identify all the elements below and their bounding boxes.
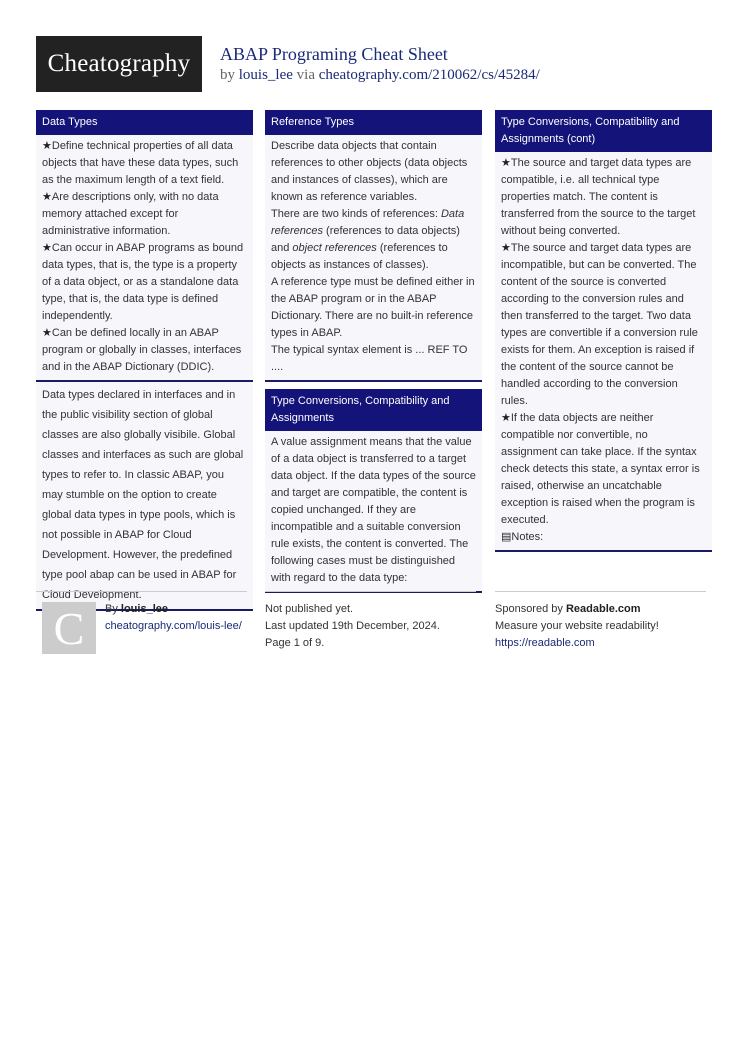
list-item: ★If the data objects are neither compatible nor convertible, no assignment can take place. If the syntax check detects this state, a syntax error is raised, otherwise an uncatchable exception is raised when the program is executed. [501,412,700,526]
list-item: ★The source and target data types are incompatible, but can be converted. The content of the source is converted according to the conversion rules and then transferred to the target. Two data types are convertible if a conversion rule exists for them. An exception is raised if the content of the source cannot be handled according to the conversion rules. [501,242,698,407]
list-item: ★Can occur in ABAP programs as bound data types, that is, the type is a property of a data object, or as a standalone data type, that is, the data type is defined independently. [42,242,244,322]
data-types-section [36,110,253,611]
page-footer [36,591,716,661]
star-icon: ★ [501,157,511,169]
column-3 [495,110,712,559]
star-icon: ★ [501,242,511,254]
last-updated: Last updated 19th December, 2024. [265,620,440,632]
sheet-url-link[interactable]: cheatography.com/210062/cs/45284/ [318,67,540,83]
star-icon: ★ [42,242,52,254]
section-body [265,431,482,591]
footer-author [36,591,247,654]
star-icon: ★ [501,412,511,424]
section-body [495,152,712,550]
page-title: ABAP Programing Cheat Sheet [220,44,448,64]
title-block [220,44,540,85]
data-types-note [36,380,253,609]
section-title: Reference Types [265,110,482,135]
type-conversions-cont-section [495,110,712,552]
note-text: Data types declared in interfaces and in the public visibility section of global classes are also globally visibile. Global classes and interfaces as such are global types to refer to. In classic ABAP, you may stumble on the option to create global data types in type pools, which is not possible in ABAP for Cloud Development. However, the predefined type pool abap can be used in ABAP for Cloud Development. [42,389,244,601]
cheatography-logo[interactable]: Cheatography [36,36,202,92]
list-item: ★Can be defined locally in an ABAP program or globally in classes, interfaces and in the ABAP Dictionary (DDIC). [42,327,242,373]
author-profile-link[interactable]: cheatography.com/louis-lee/ [105,620,242,632]
footer-sponsor [495,591,706,652]
sponsor-link[interactable]: https://readable.com [495,637,595,649]
author-link[interactable]: louis_lee [238,67,293,83]
section-body [265,135,482,380]
by-prefix: by [220,67,235,83]
section-title: Type Conversions, Compatibility and Assignments [265,389,482,431]
reference-types-section [265,110,482,382]
by-label: By [105,603,118,615]
star-icon: ★ [42,140,52,152]
type-conversions-section [265,389,482,593]
star-icon: ★ [42,327,52,339]
sponsor-prefix: Sponsored by [495,603,563,615]
footer-status [265,591,476,652]
paragraph: Describe data objects that contain references to other objects (data objects and instances of classes), which are known as reference variables. [271,140,468,203]
section-title: Type Conversions, Compatibility and Assignments (cont) [495,110,712,152]
paragraph: A value assignment means that the value of a data object is transferred to a target data object. If the data types of the source and target are compatible, the content is copied unchanged. If they are incompatible and a suitable conversion rule exists, the content is converted. The following cases must be distinguished with regard to the data type: [271,436,476,584]
column-2 [265,110,482,600]
list-item: ★Define technical properties of all data objects that have these data types, such as the maximum length of a text field. [42,140,239,186]
notes-line: ▤Notes: [501,531,544,543]
page-header [36,36,716,92]
footer-author-name[interactable]: louis_lee [120,603,168,615]
publish-status: Not published yet. [265,603,354,615]
page-number: Page 1 of 9. [265,637,325,649]
list-item: ★The source and target data types are compatible, i.e. all technical type properties match. The content is transferred from the source to the target without being converted. [501,157,696,237]
sponsor-name[interactable]: Readable.com [565,603,641,615]
via-text: via [296,67,315,83]
paragraph: A reference type must be defined either in the ABAP program or in the ABAP Dictionary. There are no built-in reference types in ABAP. [271,276,475,339]
byline [220,65,540,85]
column-1 [36,110,253,618]
section-title: Data Types [36,110,253,135]
avatar[interactable]: C [42,602,96,654]
star-icon: ★ [42,191,52,203]
notebook-icon: ▤ [501,531,512,543]
list-item: ★Are descriptions only, with no data memory attached except for administrative information. [42,191,219,237]
section-body [36,135,253,380]
sponsor-tagline: Measure your website readability! [495,620,659,632]
paragraph: There are two kinds of references: Data references (references to data objects) and object references (references to objects as instances of classes). [271,208,465,271]
paragraph: The typical syntax element is ... REF TO .... [271,344,468,373]
